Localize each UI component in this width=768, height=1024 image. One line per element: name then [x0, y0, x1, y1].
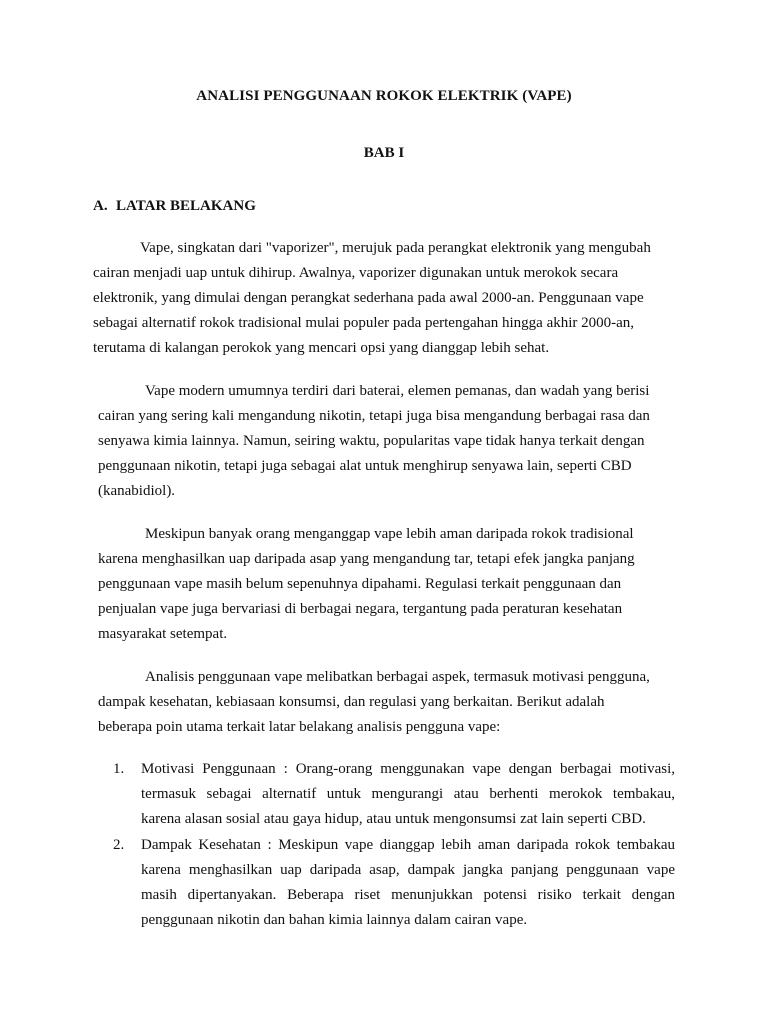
list-item [113, 833, 675, 933]
paragraph-line: Vape modern umumnya terdiri dari baterai, elemen pemanas, dan wadah yang berisi [145, 383, 650, 399]
paragraph-line: penggunaan nikotin, tetapi juga sebagai alat untuk menghirup senyawa lain, seperti CBD [98, 458, 632, 474]
section-heading [93, 198, 256, 215]
document-title: ANALISI PENGGUNAAN ROKOK ELEKTRIK (VAPE) [196, 88, 572, 104]
paragraph-3 [98, 522, 683, 647]
list-item [113, 757, 675, 832]
chapter-heading: BAB I [363, 145, 405, 161]
list-number: 2. [113, 837, 125, 853]
paragraph-line: penjualan vape juga bervariasi di berbagai negara, tergantung pada peraturan kesehatan [98, 601, 623, 617]
paragraph-line: Analisis penggunaan vape melibatkan berbagai aspek, termasuk motivasi pengguna, [145, 669, 650, 685]
list-line: penggunaan nikotin dan bahan kimia lainnya dalam cairan vape. [141, 912, 528, 928]
paragraph-1 [93, 236, 683, 361]
paragraph-line: terutama di kalangan perokok yang mencari opsi yang dianggap lebih sehat. [93, 340, 550, 356]
paragraph-line: cairan menjadi uap untuk dihirup. Awalnya, vaporizer digunakan untuk merokok secara [93, 265, 619, 281]
paragraph-line: dampak kesehatan, kebiasaan konsumsi, dan regulasi yang berkaitan. Berikut adalah [98, 694, 605, 710]
numbered-list [113, 757, 675, 934]
paragraph-line: penggunaan vape masih belum sepenuhnya dipahami. Regulasi terkait penggunaan dan [98, 576, 622, 592]
list-item-text [141, 757, 675, 832]
paragraph-line: senyawa kimia lainnya. Namun, seiring waktu, popularitas vape tidak hanya terkait dengan [98, 433, 645, 449]
paragraph-line: elektronik, yang dimulai dengan perangkat sederhana pada awal 2000-an. Penggunaan vape [93, 290, 644, 306]
paragraph-line: sebagai alternatif rokok tradisional mulai populer pada pertengahan hingga akhir 2000-an, [93, 315, 635, 331]
paragraph-line: karena menghasilkan uap daripada asap yang mengandung tar, tetapi efek jangka panjang [98, 551, 635, 567]
list-line: masih dipertanyakan. Beberapa riset menunjukkan potensi risiko terkait dengan [141, 887, 675, 903]
paragraph-line: Vape, singkatan dari "vaporizer", merujuk pada perangkat elektronik yang mengubah [140, 240, 651, 256]
list-line: karena alasan sosial atau gaya hidup, atau untuk mengonsumsi zat lain seperti CBD. [141, 811, 646, 827]
paragraph-line: masyarakat setempat. [98, 626, 228, 642]
paragraph-line: (kanabidiol). [98, 483, 176, 499]
list-line: Dampak Kesehatan : Meskipun vape dianggap lebih aman daripada rokok tembakau [141, 837, 675, 853]
paragraph-2 [98, 379, 683, 504]
section-letter: A. [93, 198, 108, 214]
paragraph-4 [98, 665, 683, 740]
list-number: 1. [113, 761, 125, 777]
list-item-text [141, 833, 675, 933]
list-line: termasuk sebagai alternatif untuk mengurangi atau berhenti merokok tembakau, [141, 786, 675, 802]
paragraph-line: beberapa poin utama terkait latar belakang analisis pengguna vape: [98, 719, 501, 735]
section-title: LATAR BELAKANG [116, 198, 256, 214]
paragraph-line: cairan yang sering kali mengandung nikotin, tetapi juga bisa mengandung berbagai rasa dan [98, 408, 650, 424]
list-line: karena menghasilkan uap daripada asap, dampak jangka panjang penggunaan vape [141, 862, 675, 878]
list-line: Motivasi Penggunaan : Orang-orang menggunakan vape dengan berbagai motivasi, [141, 761, 675, 777]
paragraph-line: Meskipun banyak orang menganggap vape lebih aman daripada rokok tradisional [145, 526, 634, 542]
